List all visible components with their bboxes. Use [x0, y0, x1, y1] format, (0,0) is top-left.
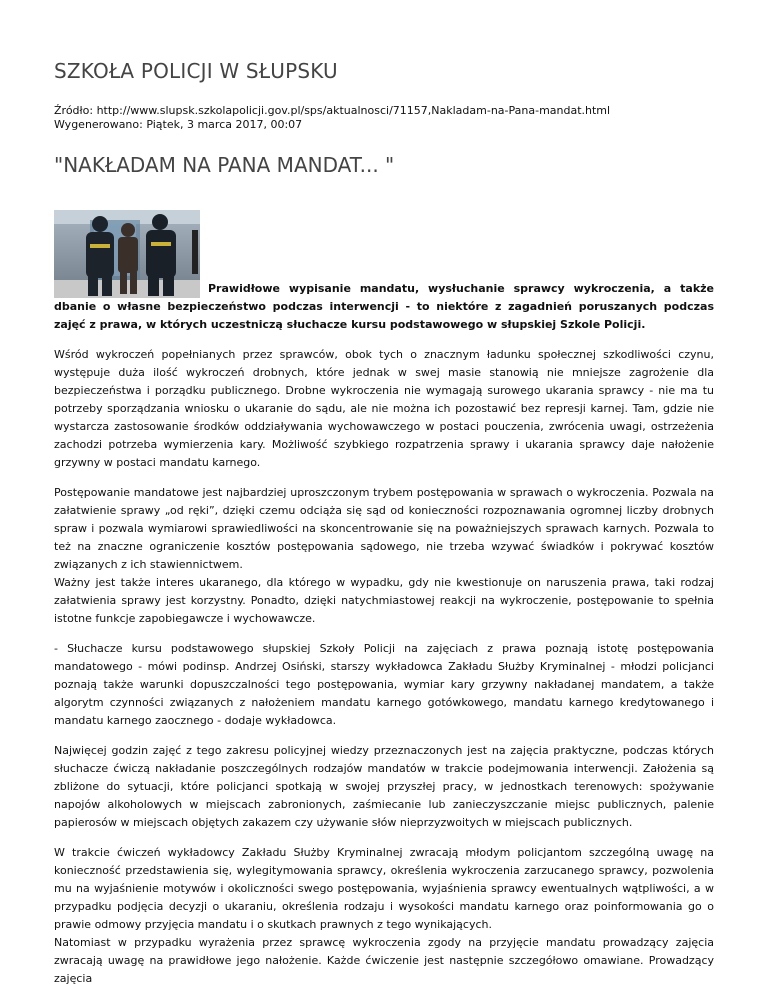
- article-paragraph-2: Postępowanie mandatowe jest najbardziej uproszczonym trybem postępowania w sprawach o wykroczenia. Pozwala na załatwienie sprawy „od ręki”, dzięki czemu odciąża się sąd od konieczności rozpoznawania ogromnej liczby drobnych spraw i pozwala wymiarowi sprawiedliwości na skoncentrowanie się na poważniejszych sprawach karnych. Pozwala to też na znaczne ograniczenie kosztów postępowania sądowego, nie trzeba wzywać świadków i pokrywać kosztów związanych z ich stawiennictwem.: [54, 486, 714, 571]
- source-line: Źródło: http://www.slupsk.szkolapolicji.gov.pl/sps/aktualnosci/71157,Nakladam-na-Pana-mandat.html: [54, 104, 611, 117]
- article-paragraph-6: W trakcie ćwiczeń wykładowcy Zakładu Służby Kryminalnej zwracają młodym policjantom szczególną uwagę na konieczność przedstawienia się, wylegitymowania sprawcy, określenia wykroczenia zarzucanego sprawcy, pozwolenia mu na wyjaśnienie motywów i okoliczności swego postępowania, wyjaśnienia sprawcy ewentualnych wątpliwości, a w przypadku podjęcia decyzji o ukaraniu, określenia rodzaju i wysokości mandatu karnego oraz poinformowania go o prawie odmowy przyjęcia mandatu i o skutkach prawnych z tego wynikających.: [54, 846, 714, 931]
- article-paragraph-3: Ważny jest także interes ukaranego, dla którego w wypadku, gdy nie kwestionuje on naruszenia prawa, taki rodzaj załatwienia sprawy jest korzystny. Ponadto, dzięki natychmiastowej reakcji na wykroczenie, postępowanie to spełnia istotne funkcje zapobiegawcze i wychowawcze.: [54, 576, 714, 625]
- lead-section: [54, 210, 714, 334]
- generated-line: Wygenerowano: Piątek, 3 marca 2017, 00:07: [54, 118, 303, 131]
- article-title: "NAKŁADAM NA PANA MANDAT... ": [54, 153, 395, 177]
- article-paragraph-5: Najwięcej godzin zajęć z tego zakresu policyjnej wiedzy przeznaczonych jest na zajęcia praktyczne, podczas których słuchacze ćwiczą nakładanie poszczególnych rodzajów mandatów w trakcie podejmowania interwencji. Założenia są zbliżone do sytuacji, które policjanci spotkają w swojej przyszłej pracy, w jednostkach terenowych: spożywanie napojów alkoholowych w miejscach zabronionych, zaśmiecanie lub zanieczyszczanie miejsc publicznych, palenie papierosów w miejscach objętych zakazem czy używanie słów nieprzyzwoitych w miejscach publicznych.: [54, 744, 714, 829]
- article-paragraph-4: - Słuchacze kursu podstawowego słupskiej Szkoły Policji na zajęciach z prawa poznają istotę postępowania mandatowego - mówi podinsp. Andrzej Osiński, starszy wykładowca Zakładu Służby Kryminalnej - młodzi policjanci poznają także warunki dopuszczalności tego postępowania, wymiar kary grzywny nakładanej mandatem, a także algorytm czynności związanych z nałożeniem mandatu karnego gotówkowego, mandatu karnego kredytowanego i mandatu karnego zaocznego - dodaje wykładowca.: [54, 642, 714, 727]
- lead-text: Prawidłowe wypisanie mandatu, wysłuchanie sprawcy wykroczenia, a także dbanie o własne bezpieczeństwo podczas interwencji - to niektóre z zagadnień poruszanych podczas zajęć z prawa, w których uczestniczą słuchacze kursu podstawowego w słupskiej Szkole Policji.: [54, 282, 714, 331]
- article-paragraph-1: Wśród wykroczeń popełnianych przez sprawców, obok tych o znacznym ładunku społecznej szkodliwości czynu, występuje duża ilość wykroczeń drobnych, które jednak w swej masie stanowią nie mniejsze zagrożenie dla bezpieczeństwa i porządku publicznego. Drobne wykroczenia nie wymagają surowego ukarania sprawcy - nie ma tu potrzeby sporządzania wniosku o ukaranie do sądu, ale nie można ich pozostawić bez represji karnej. Tam, gdzie nie wystarcza zastosowanie środków oddziaływania wychowawczego w postaci pouczenia, zwrócenia uwagi, ostrzeżenia zachodzi potrzeba wymierzenia kary. Możliwość szybkiego rozpatrzenia sprawy i ukarania sprawcy daje nałożenie grzywny w postaci mandatu karnego.: [54, 348, 714, 469]
- police-officers-photo-icon: [54, 210, 200, 298]
- article-paragraph-7: Natomiast w przypadku wyrażenia przez sprawcę wykroczenia zgody na przyjęcie mandatu prowadzący zajęcia zwracają uwagę na prawidłowe jego nałożenie. Każde ćwiczenie jest następnie szczegółowo omawiane. Prowadzący zajęcia: [54, 936, 714, 985]
- document-page: [54, 58, 714, 988]
- lead-paragraph: [54, 210, 714, 334]
- site-title: SZKOŁA POLICJI W SŁUPSKU: [54, 59, 338, 83]
